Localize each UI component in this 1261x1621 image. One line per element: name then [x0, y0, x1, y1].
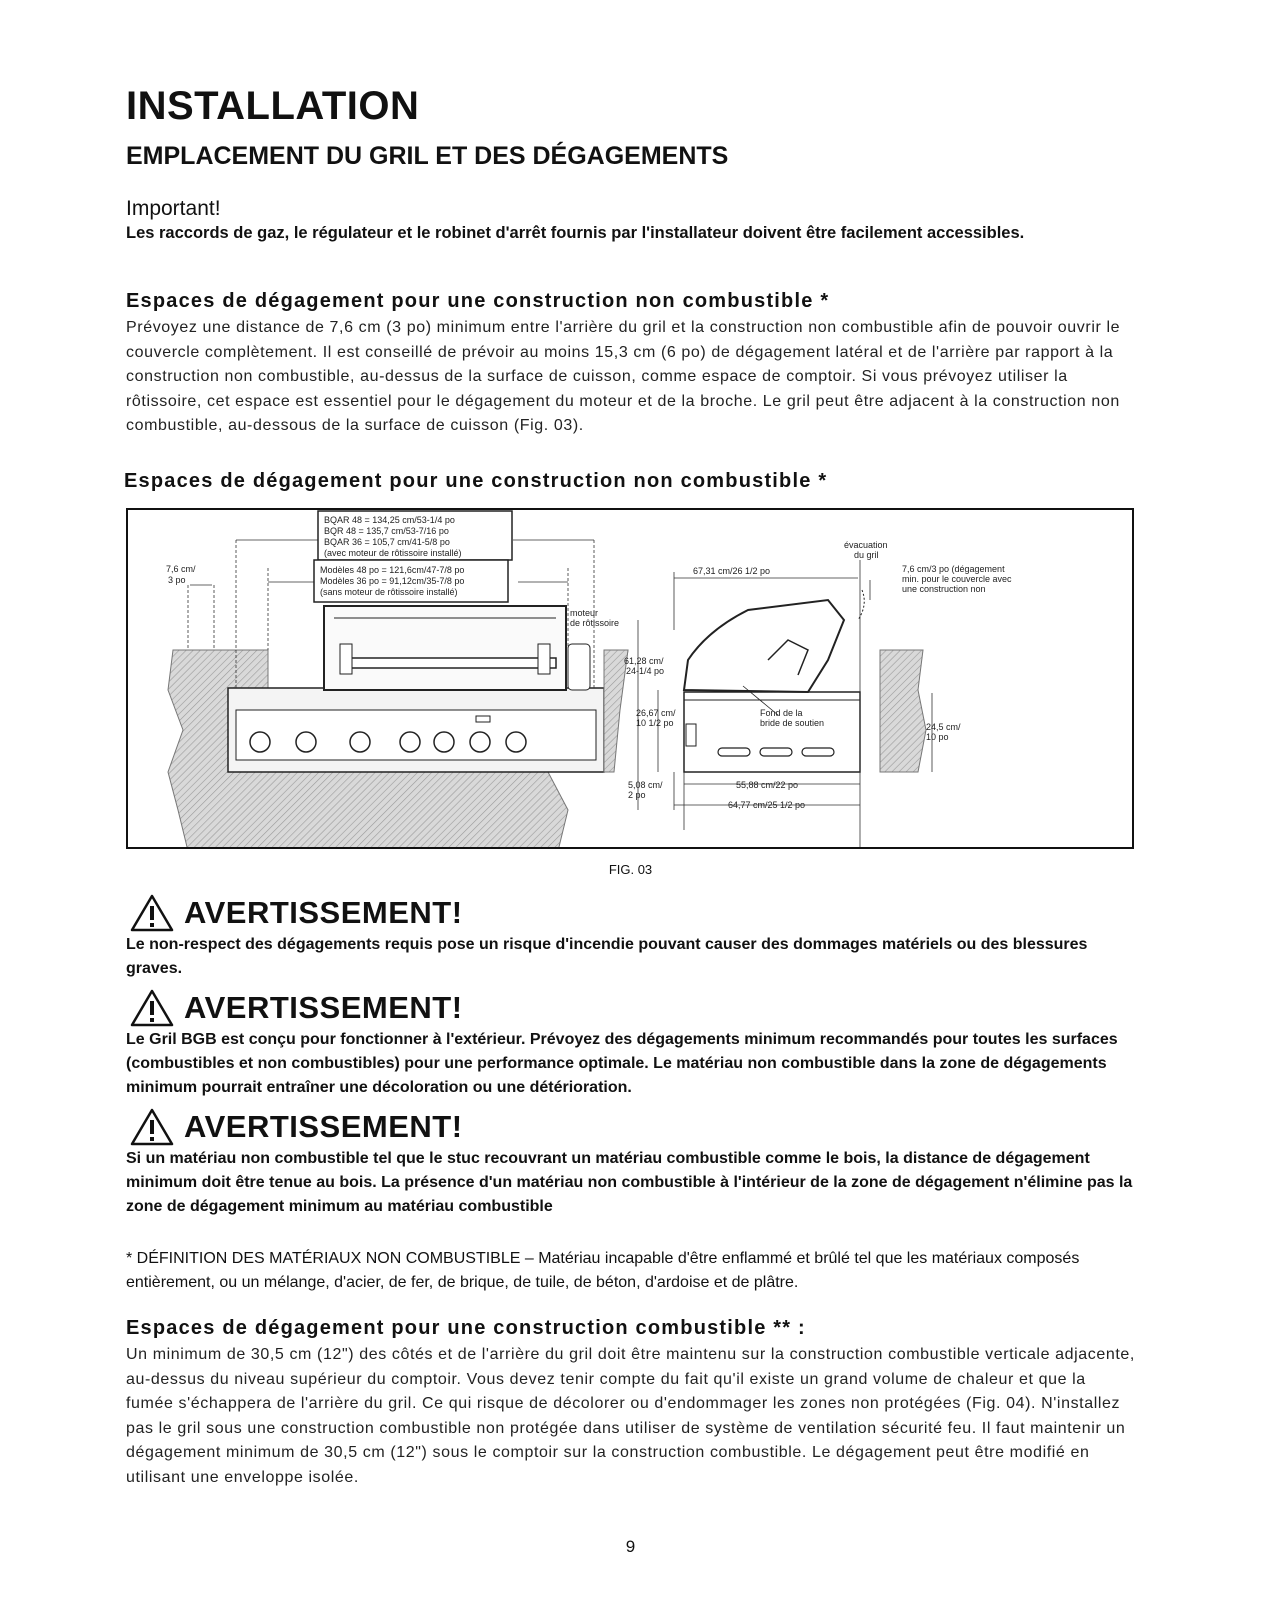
right-clear-line2: min. pour le couvercle avec	[902, 574, 1012, 584]
side-counter-left	[604, 650, 628, 772]
warning-text-3: Si un matériau non combustible tel que le stuc recouvrant un matériau combustible comme le bois, la distance de dégagement minimum doit être tenue au bois. La présence d'un matériau non combustible à l'intérieur de la zone de dégagement n'élimine pas la zone de dégagement minimum au matériau combustible	[126, 1150, 1133, 1215]
right-dim-line2: 10 po	[926, 732, 949, 742]
definition-note: * DÉFINITION DES MATÉRIAUX NON COMBUSTIBLE – Matériau incapable d'être enflammé et brûlé tel que les matériaux composés entièrement, ou un mélange, d'acier, de fer, de brique, de tuile, de béton, d'ardoise et de plâtre.	[126, 1250, 1080, 1291]
warning-text-2: Le Gril BGB est conçu pour fonctionner à l'extérieur. Prévoyez des dégagements minimum recommandés pour toutes les surfaces (combustibles et non combustibles) pour une performance optimale. Le matériau non combustible dans la zone de dégagements minimum pourrait entraîner une décoloration ou une détérioration.	[126, 1031, 1118, 1096]
figure-title: Espaces de dégagement pour une construction non combustible *	[124, 470, 828, 492]
width-22-label: 55,88 cm/22 po	[736, 780, 799, 790]
h2-line1: 26,67 cm/	[636, 708, 676, 718]
box1-line1: BQAR 48 = 134,25 cm/53-1/4 po	[324, 515, 455, 525]
right-clear-line3: une construction non	[902, 584, 986, 594]
bottom-left-line2: 2 po	[628, 790, 646, 800]
box1-line4: (avec moteur de rôtissoire installé)	[324, 548, 462, 558]
box2-line3: (sans moteur de rôtissoire installé)	[320, 587, 458, 597]
rotisserie-motor	[568, 644, 590, 690]
warning-triangle-icon	[130, 1107, 174, 1147]
side-counter-right	[880, 650, 926, 772]
page-title: INSTALLATION	[126, 84, 420, 128]
warning-triangle-icon	[130, 988, 174, 1028]
exhaust-line2: du gril	[854, 550, 879, 560]
section-noncombustible-title: Espaces de dégagement pour une construction non combustible *	[126, 290, 830, 312]
warning-title: AVERTISSEMENT!	[184, 895, 463, 930]
box1-line2: BQR 48 = 135,7 cm/53-7/16 po	[324, 526, 449, 536]
warning-title: AVERTISSEMENT!	[184, 990, 463, 1025]
warning-header-2	[130, 988, 463, 1028]
motor-label-line1: moteur	[570, 608, 599, 618]
h1-line1: 61,28 cm/	[624, 656, 664, 666]
knob	[506, 732, 526, 752]
knob	[296, 732, 316, 752]
knob	[250, 732, 270, 752]
knob	[470, 732, 490, 752]
section-noncombustible-text: Prévoyez une distance de 7,6 cm (3 po) minimum entre l'arrière du gril et la construction non combustible afin de pouvoir ouvrir le couvercle complètement. Il est conseillé de prévoir au moins 15,3 cm (6 po) de dégagement latéral et de l'arrière par rapport à la construction non combustible, au-dessus de la surface de cuisson, comme espace de comptoir. Si vous prévoyez utiliser la rôtissoire, cet espace est essentiel pour le dégagement du moteur et de la broche. Le gril peut être adjacent à la construction non combustible, au-dessous de la surface de cuisson (Fig. 03).	[126, 319, 1121, 434]
warning-text-1: Le non-respect des dégagements requis pose un risque d'incendie pouvant causer des dommages matériels ou des blessures graves.	[126, 936, 1088, 977]
knob	[434, 732, 454, 752]
left-dim-line1: 7,6 cm/	[166, 564, 196, 574]
figure-03-diagram	[126, 508, 1134, 849]
knob	[400, 732, 420, 752]
knob	[350, 732, 370, 752]
warning-header-1	[130, 893, 463, 933]
warning-triangle-icon	[130, 893, 174, 933]
exhaust-line1: évacuation	[844, 540, 888, 550]
important-text: Les raccords de gaz, le régulateur et le robinet d'arrêt fournis par l'installateur doivent être facilement accessibles.	[126, 224, 1025, 242]
section-combustible-title: Espaces de dégagement pour une construction combustible ** :	[126, 1317, 806, 1339]
side-view-lid	[684, 600, 844, 692]
left-dim-line2: 3 po	[168, 575, 186, 585]
h2-line2: 10 1/2 po	[636, 718, 674, 728]
grill-front-lid	[324, 606, 566, 690]
right-dim-line1: 24,5 cm/	[926, 722, 961, 732]
box2-line1: Modèles 48 po = 121,6cm/47-7/8 po	[320, 565, 465, 575]
figure-caption: FIG. 03	[608, 862, 653, 877]
motor-label-line2: de rôtissoire	[570, 618, 620, 628]
h1-line2: 24-1/4 po	[626, 666, 665, 676]
right-clear-line1: 7,6 cm/3 po (dégagement	[902, 564, 1005, 574]
box1-line3: BQAR 36 = 105,7 cm/41-5/8 po	[324, 537, 450, 547]
important-title: Important!	[126, 197, 221, 220]
width-25-label: 64,77 cm/25 1/2 po	[728, 800, 806, 810]
section-combustible-text: Un minimum de 30,5 cm (12") des côtés et de l'arrière du gril doit être maintenu sur la construction combustible verticale adjacente, au-dessus du niveau supérieur du comptoir. Vous devez tenir compte du fait qu'il existe un grand volume de chaleur et que la fumée s'échappera de l'arrière du gril. Ce qui risque de décolorer ou d'endommager les zones non protégées (Fig. 04). N'installez pas le gril sous une construction combustible non protégée dans utiliser de système de ventilation sécurité feu. Il faut maintenir un dégagement minimum de 30,5 cm (12") sous le comptoir sur la construction combustible. Le dégagement peut être modifié en utilisant une enveloppe isolée.	[126, 1346, 1135, 1486]
box2-line2: Modèles 36 po = 91,12cm/35-7/8 po	[320, 576, 465, 586]
warning-header-3	[130, 1107, 463, 1147]
fond-line2: bride de soutien	[760, 718, 825, 728]
top-width-label: 67,31 cm/26 1/2 po	[693, 566, 771, 576]
page-number: 9	[625, 1537, 636, 1556]
fond-line1: Fond de la	[760, 708, 803, 718]
bottom-left-line1: 5,08 cm/	[628, 780, 663, 790]
warning-title: AVERTISSEMENT!	[184, 1109, 463, 1144]
page-subtitle: EMPLACEMENT DU GRIL ET DES DÉGAGEMENTS	[126, 142, 729, 170]
side-view-body	[684, 692, 860, 772]
grill-clearance-diagram	[128, 510, 1134, 849]
